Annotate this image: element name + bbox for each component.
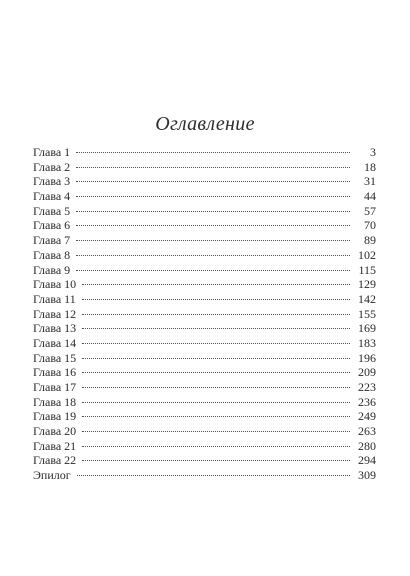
toc-entry	[33, 439, 376, 454]
toc-entry-label: Глава 15	[33, 350, 77, 365]
toc-entry	[33, 189, 376, 204]
toc-entry-page-number: 280	[358, 438, 376, 453]
toc-entry-label: Глава 14	[33, 335, 77, 350]
toc-entry-page-number: 309	[358, 468, 376, 483]
toc-entry-page-number: 102	[358, 247, 376, 262]
toc-entry-label: Глава 11	[33, 291, 76, 306]
toc-entry-page-number: 129	[358, 277, 376, 292]
toc-entry-page-number: 31	[364, 174, 376, 189]
dot-leader	[82, 358, 350, 359]
toc-entry-label: Глава 10	[33, 277, 77, 292]
toc-entry	[33, 424, 376, 439]
toc-entry-label: Глава 22	[33, 453, 77, 468]
dot-leader	[77, 475, 350, 476]
dot-leader	[82, 431, 350, 432]
dot-leader	[76, 225, 350, 226]
dot-leader	[82, 314, 350, 315]
toc-entry-label: Глава 17	[33, 380, 77, 394]
toc-entry-page-number: 294	[358, 453, 376, 468]
toc-entry	[33, 351, 376, 366]
toc-entry-label: Глава 18	[33, 394, 77, 409]
toc-entry	[33, 307, 376, 322]
dot-leader	[76, 211, 350, 212]
toc-entry-page-number: 196	[358, 350, 376, 365]
toc-entry	[33, 380, 376, 395]
dot-leader	[82, 446, 350, 447]
dot-leader	[82, 387, 350, 388]
toc-entry-page-number: 263	[358, 424, 376, 439]
toc-entry-label: Глава 2	[33, 159, 71, 174]
toc-entry-page-number: 236	[358, 394, 376, 409]
toc-entry-label: Глава 8	[33, 247, 71, 262]
toc-entry	[33, 292, 376, 307]
toc-entry-label: Глава 3	[33, 174, 71, 189]
toc-entry-label: Эпилог	[33, 468, 71, 483]
toc-entry-label: Глава 13	[33, 321, 77, 336]
toc-entry-page-number: 223	[358, 380, 376, 394]
toc-entry-page-number: 183	[358, 335, 376, 350]
toc-entry	[33, 233, 376, 248]
toc-entry-label: Глава 19	[33, 409, 77, 424]
toc-entry-page-number: 18	[364, 159, 376, 174]
toc-entry-page-number: 89	[364, 233, 376, 248]
table-of-contents	[33, 145, 376, 483]
dot-leader	[82, 284, 350, 285]
toc-entry	[33, 218, 376, 233]
toc-entry	[33, 468, 376, 483]
toc-entry-label: Глава 12	[33, 306, 77, 321]
dot-leader	[76, 167, 350, 168]
toc-entry-label: Глава 1	[33, 145, 71, 159]
toc-entry-label: Глава 5	[33, 203, 71, 218]
dot-leader	[82, 402, 350, 403]
page-title: Оглавление	[155, 113, 255, 135]
toc-entry-label: Глава 21	[33, 438, 77, 453]
toc-entry	[33, 263, 376, 278]
dot-leader	[82, 460, 350, 461]
toc-entry	[33, 160, 376, 175]
dot-leader	[82, 299, 350, 300]
toc-entry-label: Глава 6	[33, 218, 71, 233]
toc-entry	[33, 365, 376, 380]
dot-leader	[76, 152, 350, 153]
dot-leader	[76, 255, 350, 256]
toc-entry-page-number: 249	[358, 409, 376, 424]
toc-entry-page-number: 209	[358, 365, 376, 380]
toc-entry	[33, 204, 376, 219]
toc-entry-page-number: 3	[370, 145, 376, 159]
dot-leader	[76, 196, 350, 197]
toc-entry	[33, 277, 376, 292]
dot-leader	[76, 270, 350, 271]
toc-entry-label: Глава 16	[33, 365, 77, 380]
toc-entry	[33, 248, 376, 263]
dot-leader	[82, 328, 350, 329]
toc-entry	[33, 409, 376, 424]
toc-entry-page-number: 169	[358, 321, 376, 336]
dot-leader	[82, 416, 350, 417]
toc-entry-page-number: 70	[364, 218, 376, 233]
toc-entry	[33, 336, 376, 351]
toc-entry-page-number: 44	[364, 189, 376, 204]
dot-leader	[76, 181, 350, 182]
toc-entry	[33, 174, 376, 189]
dot-leader	[76, 240, 350, 241]
dot-leader	[82, 372, 350, 373]
toc-entry	[33, 453, 376, 468]
toc-entry-label: Глава 4	[33, 189, 71, 204]
toc-entry	[33, 145, 376, 160]
toc-entry-page-number: 155	[358, 306, 376, 321]
dot-leader	[82, 343, 350, 344]
toc-entry-page-number: 57	[364, 203, 376, 218]
toc-entry-label: Глава 20	[33, 424, 77, 439]
toc-entry-page-number: 115	[358, 262, 376, 277]
toc-entry-label: Глава 9	[33, 262, 71, 277]
toc-entry-page-number: 142	[358, 291, 376, 306]
toc-entry	[33, 321, 376, 336]
toc-entry-label: Глава 7	[33, 233, 71, 248]
toc-entry	[33, 395, 376, 410]
